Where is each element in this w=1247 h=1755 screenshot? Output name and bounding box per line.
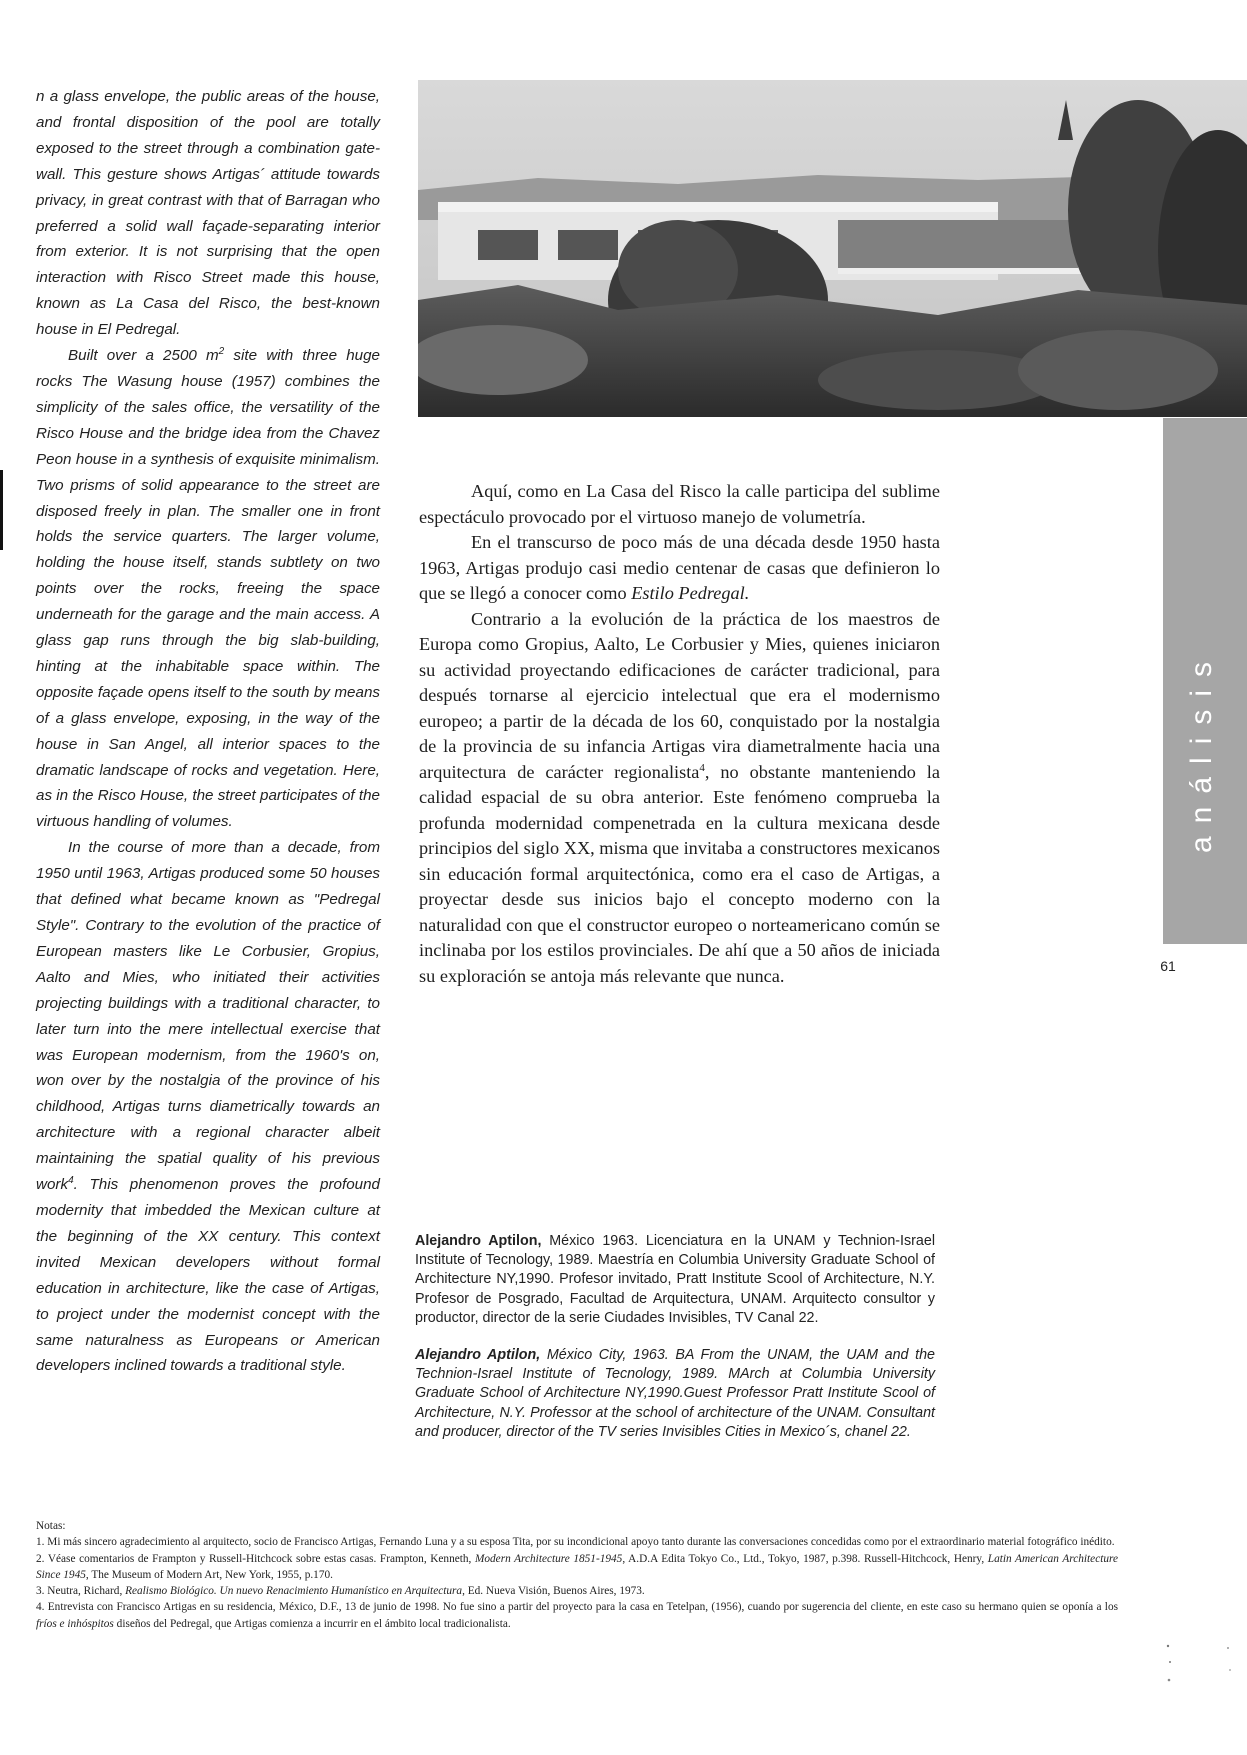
author-bio-english: Alejandro Aptilon, México City, 1963. BA From the UNAM, the UAM and the Technion-Israel Institute of Tecnology, 1989. MArch at Columbia University Graduate School of Architecture NY,1990.Guest Professor Pratt Institute Scool of Architecture, N.Y. Professor at the school of architecture of the UNAM. Consultant and producer, director of the TV series Invisibles Cities in Mexico´s, chanel 22. [415, 1347, 936, 1440]
author-bio-spanish: Alejandro Aptilon, México 1963. Licenciatura en la UNAM y Technion-Israel Institute of Tecnology, 1989. Maestría en Columbia University Graduate School of Architecture NY,1990. Profesor invitado, Pratt Institute Scool of Architecture, N.Y. Profesor de Posgrado, Facultad de Arquitectura, UNAM. Arquitecto consultor y productor, director de la serie Ciudades Invisibles, TV Canal 22. [415, 1233, 935, 1326]
author-bio [415, 1232, 935, 1460]
english-paragraph-3: In the course of more than a decade, from 1950 until 1963, Artigas produced some 50 houses that defined what became known as "Pedregal Style". Contrary to the evolution of the practice of European masters like Le Corbusier, Gropius, Aalto and Mies, who initiated their activities projecting buildings with a traditional character, to later turn into the mere intellectual exercise that was European modernism, from the 1960's on, won over by the nostalgia of the province of his childhood, Artigas turns diametrically towards an architecture with a regional character albeit maintaining the spatial quality of his previous work$^4$. This phenomenon proves the profound modernity that imbedded the Mexican culture at the beginning of the XX century. This context invited Mexican developers without formal education in architecture, like the case of Artigas, to project under the modernist concept with the same naturalness as Europeans or American developers inclined towards a traditional style. [36, 839, 380, 1375]
footnote-1: 1. Mi más sincero agradecimiento al arquitecto, socio de Francisco Artigas, Fernando Luna y a su esposa Tita, por su incondicional apoyo tanto durante las conversaciones concedidas como por el extraordinario material fotográfico inédito. [36, 1536, 1115, 1549]
page-number: 61 [1160, 958, 1176, 974]
footnote-3: 3. Neutra, Richard, Realismo Biológico. Un nuevo Renacimiento Humanístico en Arquitectura, Ed. Nueva Visión, Buenos Aires, 1973. [36, 1585, 645, 1598]
footnotes [36, 1518, 1118, 1632]
scan-specks [1160, 1640, 1240, 1710]
spanish-text-column [419, 479, 940, 989]
footnote-2: 2. Véase comentarios de Frampton y Russell-Hitchcock sobre estas casas. Frampton, Kenneth, Modern Architecture 1851-1945, A.D.A Edita Tokyo Co., Ltd., Tokyo, 1987, p.398. Russell-Hitchcock, Henry, Latin American Architecture Since 1945, The Museum of Modern Art, New York, 1955, p.170. [36, 1552, 1118, 1581]
footnotes-heading: Notas: [36, 1520, 66, 1532]
section-tab-label: análisis [1185, 648, 1218, 853]
footnote-4: 4. Entrevista con Francisco Artigas en su residencia, México, D.F., 13 de junio de 1998. No fue sino a partir del proyecto para la casa en Tetelpan, (1956), cuando por sugerencia del cliente, en este caso su hermano quien se oponía a los fríos e inhóspitos diseños del Pedregal, que Artigas comienza a incurrir en el ámbito local tradicionalista. [36, 1601, 1118, 1630]
spanish-paragraph-3: Contrario a la evolución de la práctica de los maestros de Europa como Gropius, Aalto, Le Corbusier y Mies, quienes iniciaron su actividad proyectando edificaciones de carácter tradicional, para después tornarse al ejercicio intelectual que era el modernismo europeo; a partir de la década de los 60, conquistado por la nostalgia de la provincia de su infancia Artigas vira diametralmente hacia una arquitectura de carácter regionalista$^4$, no obstante manteniendo la calidad espacial de su obra anterior. Este fenómeno comprueba la profunda modernidad compenetrada en la cultura mexicana desde principios del siglo XX, misma que invitaba a constructores mexicanos sin educación formal arquitectónica, como era el caso de Artigas, a proyectar desde sus inicios bajo el concepto moderno con la naturalidad con que el constructor europeo o norteamericano común se inclinaba por los estilos provinciales. De ahí que a 50 años de iniciada su exploración se antoja más relevante que nunca. [419, 608, 940, 986]
house-photograph [418, 80, 1247, 417]
english-paragraph-1: n a glass envelope, the public areas of the house, and frontal disposition of the pool are totally exposed to the street through a combination gate-wall. This gesture shows Artigas´ attitude towards privacy, in great contrast with that of Barragan who preferred a solid wall façade-separating interior from exterior. It is not surprising that the open interaction with Risco Street made this house, known as La Casa del Risco, the best-known house in El Pedregal. [36, 88, 380, 339]
spanish-paragraph-1: Aquí, como en La Casa del Risco la calle participa del sublime espectáculo provocado por el virtuoso manejo de volumetría. [419, 481, 940, 527]
binding-edge-mark [0, 470, 3, 550]
english-text-column [36, 84, 380, 1379]
spanish-paragraph-2: En el transcurso de poco más de una década desde 1950 hasta 1963, Artigas produjo casi medio centenar de casas que definieron lo que se llegó a conocer como Estilo Pedregal. [419, 532, 940, 603]
english-paragraph-2: Built over a 2500 $m^2$ site with three huge rocks The Wasung house (1957) combines the simplicity of the sales office, the versatility of the Risco House and the bridge idea from the Chavez Peon house in a synthesis of exquisite minimalism. Two prisms of solid appearance to the street are disposed freely in plan. The smaller one in front holds the service quarters. The larger volume, holding the house itself, stands subtlety on two points over the rocks, freeing the space underneath for the garage and the main access. A glass gap runs through the big slab-building, hinting at the inhabitable space within. The opposite façade opens itself to the south by means of a glass envelope, exposing, in the way of the house in San Angel, all interior spaces to the dramatic landscape of rocks and vegetation. Here, as in the Risco House, the street participates of the virtuous handling of volumes. [36, 346, 380, 831]
